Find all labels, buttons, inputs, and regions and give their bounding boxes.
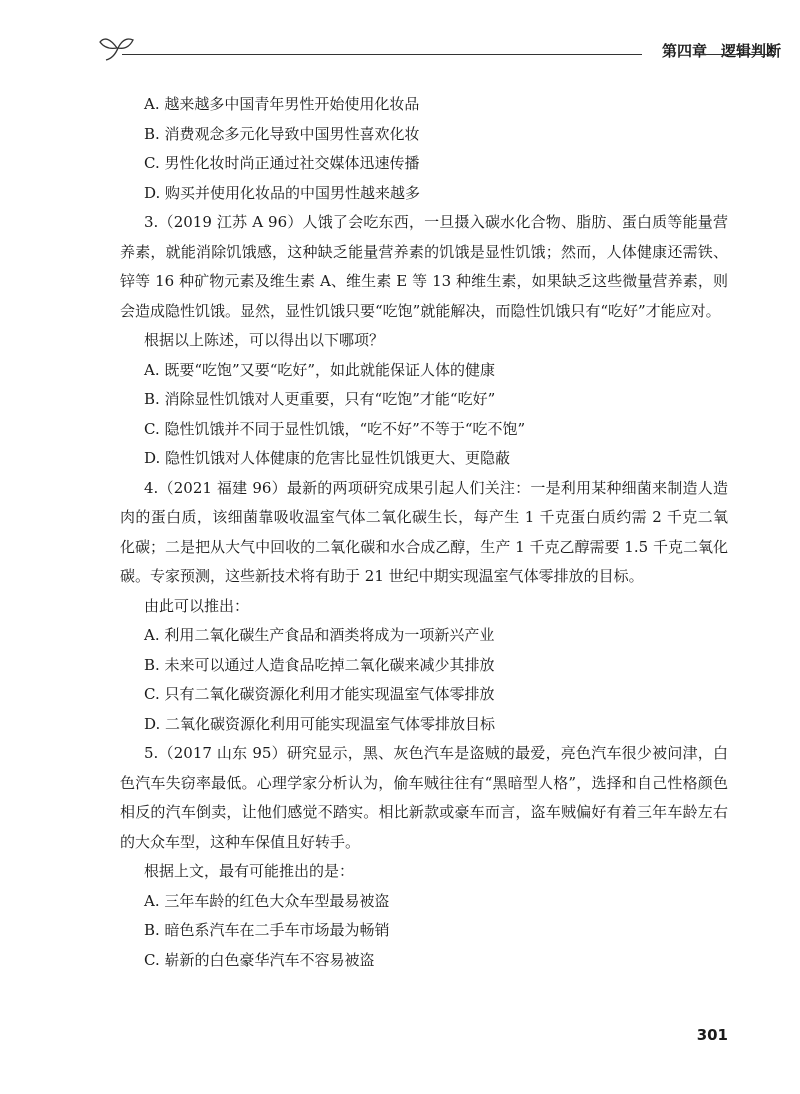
prev-option-a: A. 越来越多中国青年男性开始使用化妆品 [144, 95, 420, 113]
q5-option-b: B. 暗色系汽车在二手车市场最为畅销 [144, 921, 390, 939]
chapter-number: 第四章 [662, 42, 708, 60]
q3-option-d: D. 隐性饥饿对人体健康的危害比显性饥饿更大、更隐蔽 [144, 449, 511, 467]
q4-option-c: C. 只有二氧化碳资源化利用才能实现温室气体零排放 [144, 685, 495, 703]
prev-option-d: D. 购买并使用化妆品的中国男性越来越多 [144, 183, 421, 202]
q5-option-c: C. 崭新的白色豪华汽车不容易被盗 [144, 950, 375, 969]
header-rule-left [122, 54, 642, 55]
q4-option-d: D. 二氧化碳资源化利用可能实现温室气体零排放目标 [144, 714, 496, 733]
q5-passage: 5.（2017 山东 95）研究显示，黑、灰色汽车是盗贼的最爱，亮色汽车很少被问津，白色汽车失窃率最低。心理学家分析认为，偷车贼往往有“黑暗型人格”，选择和自己性格颜色相反的汽车倒卖，让他们感觉不踏实。相比新款或豪车而言，盗车贼偏好有着三年车龄左右的大众车型，这种车保值且好转手。 [120, 744, 728, 851]
q4-question: 由此可以推出： [144, 596, 250, 615]
prev-option-b: B. 消费观念多元化导致中国男性喜欢化妆 [144, 124, 420, 143]
q3-option-a: A. 既要“吃饱”又要“吃好”，如此就能保证人体的健康 [144, 360, 496, 379]
section-title: 逻辑判断 [721, 42, 782, 60]
q4-passage: 4.（2021 福建 96）最新的两项研究成果引起人们关注：一是利用某种细菌来制造人造肉的蛋白质，该细菌靠吸收温室气体二氧化碳生长，每产生 1 千克蛋白质约需 2 千克二氧化碳；二是把从大气中回收的二氧化碳和水合成乙醇，生产 1 千克乙醇需要 1.5 千克二氧化碳。专家预测，这些新技术将有助于 21 世纪中期实现温室气体零排放的目标。 [120, 478, 728, 585]
q3-passage: 3.（2019 江苏 A 96）人饿了会吃东西，一旦摄入碳水化合物、脂肪、蛋白质等能量营养素，就能消除饥饿感，这种缺乏能量营养素的饥饿是显性饥饿；然而，人体健康还需铁、锌等 16 种矿物元素及维生素 A、维生素 E 等 13 种维生素，如果缺乏这些微量营养素，则会造成隐性饥饿。显然，显性饥饿只要“吃饱”就能解决，而隐性饥饿只有“吃好”才能应对。 [120, 213, 728, 320]
q4-option-a: A. 利用二氧化碳生产食品和酒类将成为一项新兴产业 [144, 626, 495, 644]
page-content [120, 90, 728, 975]
q4-option-b: B. 未来可以通过人造食品吃掉二氧化碳来减少其排放 [144, 655, 495, 674]
q3-option-c: C. 隐性饥饿并不同于显性饥饿，“吃不好”不等于“吃不饱” [144, 419, 526, 438]
header-rule-right [700, 54, 776, 55]
prev-option-c: C. 男性化妆时尚正通过社交媒体迅速传播 [144, 154, 420, 172]
q3-question: 根据以上陈述，可以得出以下哪项？ [144, 331, 385, 349]
page-number: 301 [696, 1026, 728, 1044]
q3-option-b: B. 消除显性饥饿对人更重要，只有“吃饱”才能“吃好” [144, 390, 496, 408]
q5-option-a: A. 三年车龄的红色大众车型最易被盗 [144, 891, 390, 910]
chapter-title [662, 40, 781, 61]
sprout-icon [96, 30, 136, 64]
page-header [96, 30, 782, 70]
q5-question: 根据上文，最有可能推出的是： [144, 862, 355, 880]
